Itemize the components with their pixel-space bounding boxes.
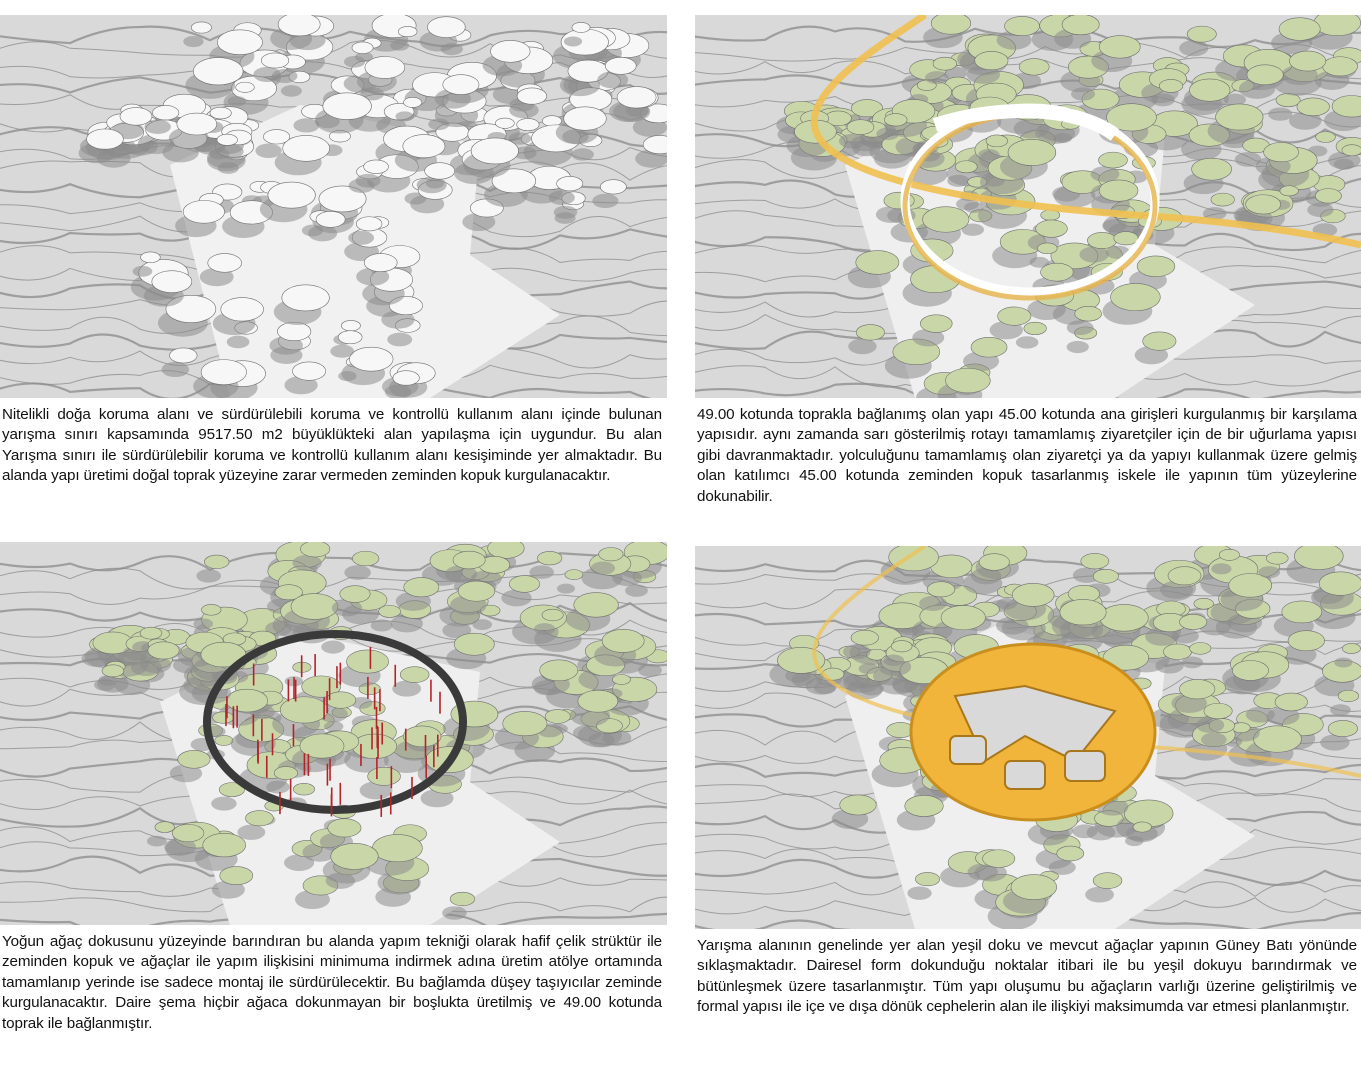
caption-welcome-structure: 49.00 kotunda toprakla bağlanımş olan yapı 45.00 kotunda ana girişleri kurgulanmış bir karşılama yapısıdır. aynı zamanda sarı gösterilmiş rotayı tamamlamış ziyaretçiler için de bir uğurlama yapısı gibi davranmaktadır. yolculuğunu tamamlamış olan ziyaretçi ya da yapıyı kullanmak üzere gelmiş olan katılımcı 45.00 kotunda zeminden kopuk tasarlanmış iskele ile yapının tüm yüzeylerine dokunabilir.	[697, 406, 1357, 505]
caption-construction-technique: Yoğun ağaç dokusunu yüzeyinde barındıran bu alanda yapım tekniği olarak hafif çelik strüktür ile zeminden kopuk ve ağaçlar ile yapım ilişkisini minimuma indirmek adına üretim atölye ortamında tamamlanıp yerinde ise sadece montaj ile sürdürülecektir. Bu bağlamda düşey taşıyıcılar zeminde kurgulanacaktır. Daire şema hiçbir ağaca dokunmayan bir boşlukta üretilmiş ve 49.00 kotunda toprak ile bağlanmıştır.	[2, 933, 662, 1032]
welcome-structure-image	[695, 15, 1361, 398]
terrain-with-structural-ring	[0, 542, 667, 925]
site-model-image	[0, 15, 667, 398]
terrain-contours-white-trees	[0, 15, 667, 398]
terrain-with-route-and-ring	[695, 15, 1361, 398]
final-form-image	[695, 546, 1361, 929]
terrain-with-final-building	[695, 546, 1361, 929]
caption-site-analysis: Nitelikli doğa koruma alanı ve sürdürülebili koruma ve kontrollü kullanım alanı içinde bulunan yarışma sınırı kapsamında 9517.50 m2 büyüklükteki alan yapılaşma için uygundur. Bu alan Yarışma sınırı ile sürdürülebilir koruma ve kontrollü kullanım alanı kesişiminde yer almaktadır. Bu alanda yapı üretimi doğal toprak yüzeyine zarar vermeden zeminden kopuk kurgulanacaktır.	[2, 406, 662, 485]
caption-form-integration: Yarışma alanının genelinde yer alan yeşil doku ve mevcut ağaçlar yapının Güney Batı yönünde sıklaşmaktadır. Dairesel form dokunduğu noktalar itibari ile bu yeşil dokuyu barındırmak ve bütünleşmek üzere tasarlanmıştır. Tüm yapı oluşumu bu ağaçların varlığı üzerine geliştirilmiş ve formal yapısı ile içe ve dışa dönük cephelerin alan ile ilişkiyi maksimumda var etmesi planlanmıştır.	[697, 937, 1357, 1016]
structure-columns-image	[0, 542, 667, 925]
